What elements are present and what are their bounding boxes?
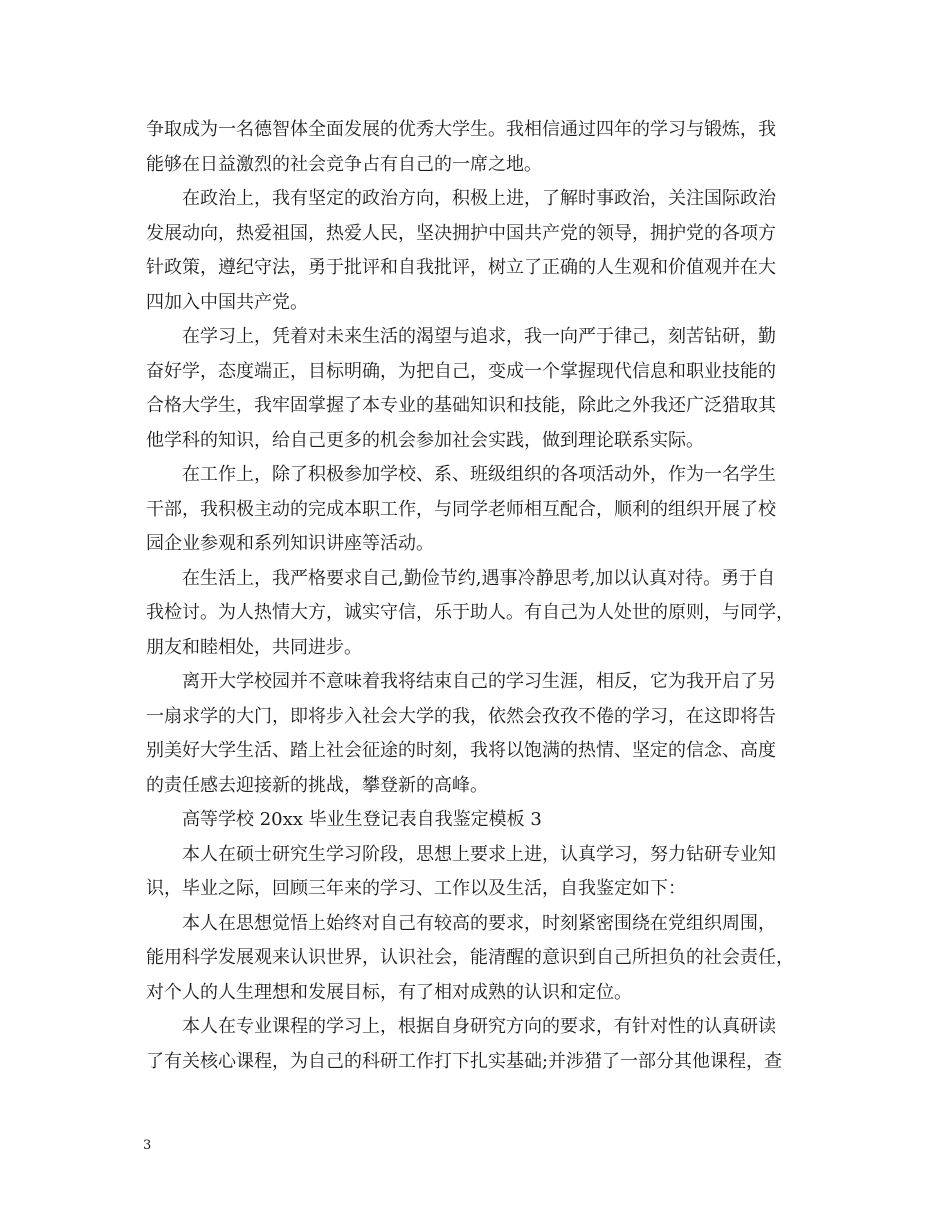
text-line: 了有关核心课程，为自己的科研工作打下扎实基础;并涉猎了一部分其他课程，查: [146, 1050, 783, 1072]
text-line: 干部，我积极主动的完成本职工作，与同学老师相互配合，顺利的组织开展了校: [146, 498, 776, 520]
text-line: 朋友和睦相处，共同进步。: [146, 636, 362, 658]
text-line: 能用科学发展观来认识世界，认识社会，能清醒的意识到自己所担负的社会责任，: [146, 947, 794, 968]
text-line: 我检讨。为人热情大方，诚实守信，乐于助人。有自己为人处世的原则，与同学，: [146, 602, 794, 623]
text-line: 争取成为一名德智体全面发展的优秀大学生。我相信通过四年的学习与锻炼，我: [146, 119, 776, 140]
text-line: 在政治上，我有坚定的政治方向，积极上进，了解时事政治，关注国际政治: [182, 188, 776, 209]
text-line: 离开大学校园并不意味着我将结束自己的学习生涯，相反，它为我开启了另: [182, 671, 776, 692]
document-body: [146, 113, 808, 1079]
text-line: 合格大学生，我牢固掌握了本专业的基础知识和技能，除此之外我还广泛猎取其: [146, 395, 776, 416]
text-line: 针政策，遵纪守法，勇于批评和自我批评，树立了正确的人生观和价值观并在大: [146, 257, 776, 278]
text-line: 发展动向，热爱祖国，热爱人民，坚决拥护中国共产党的领导，拥护党的各项方: [146, 222, 776, 244]
page-number: 3: [143, 1138, 152, 1153]
text-line: 园企业参观和系列知识讲座等活动。: [146, 533, 434, 554]
text-line: 四加入中国共产党。: [146, 291, 308, 313]
text-line: 识，毕业之际，回顾三年来的学习、工作以及生活，自我鉴定如下：: [146, 878, 686, 899]
text-line: 能够在日益激烈的社会竞争占有自己的一席之地。: [146, 153, 542, 175]
text-line: 在工作上，除了积极参加学校、系、班级组织的各项活动外，作为一名学生: [182, 464, 776, 485]
text-line: 本人在硕士研究生学习阶段，思想上要求上进，认真学习，努力钻研专业知: [182, 843, 776, 865]
text-line: 的责任感去迎接新的挑战，攀登新的高峰。: [146, 774, 488, 796]
text-line: 他学科的知识，给自己更多的机会参加社会实践，做到理论联系实际。: [146, 429, 704, 451]
section-heading: 高等学校 20xx 毕业生登记表自我鉴定模板 3: [182, 809, 542, 830]
text-line: 本人在思想觉悟上始终对自己有较高的要求，时刻紧密围绕在党组织周围，: [182, 912, 776, 934]
text-line: 在学习上，凭着对未来生活的渴望与追求，我一向严于律己，刻苦钻研，勤: [182, 326, 776, 347]
text-line: 在生活上，我严格要求自己,勤俭节约,遇事冷静思考,加以认真对待。勇于自: [182, 567, 776, 589]
text-line: 一扇求学的大门，即将步入社会大学的我，依然会孜孜不倦的学习，在这即将告: [146, 705, 776, 727]
text-line: 奋好学，态度端正，目标明确，为把自己，变成一个掌握现代信息和职业技能的: [146, 360, 776, 382]
text-line: 本人在专业课程的学习上，根据自身研究方向的要求，有针对性的认真研读: [182, 1016, 776, 1037]
text-line: 对个人的人生理想和发展目标，有了相对成熟的认识和定位。: [146, 981, 632, 1003]
text-line: 别美好大学生活、踏上社会征途的时刻，我将以饱满的热情、坚定的信念、高度: [146, 740, 776, 761]
